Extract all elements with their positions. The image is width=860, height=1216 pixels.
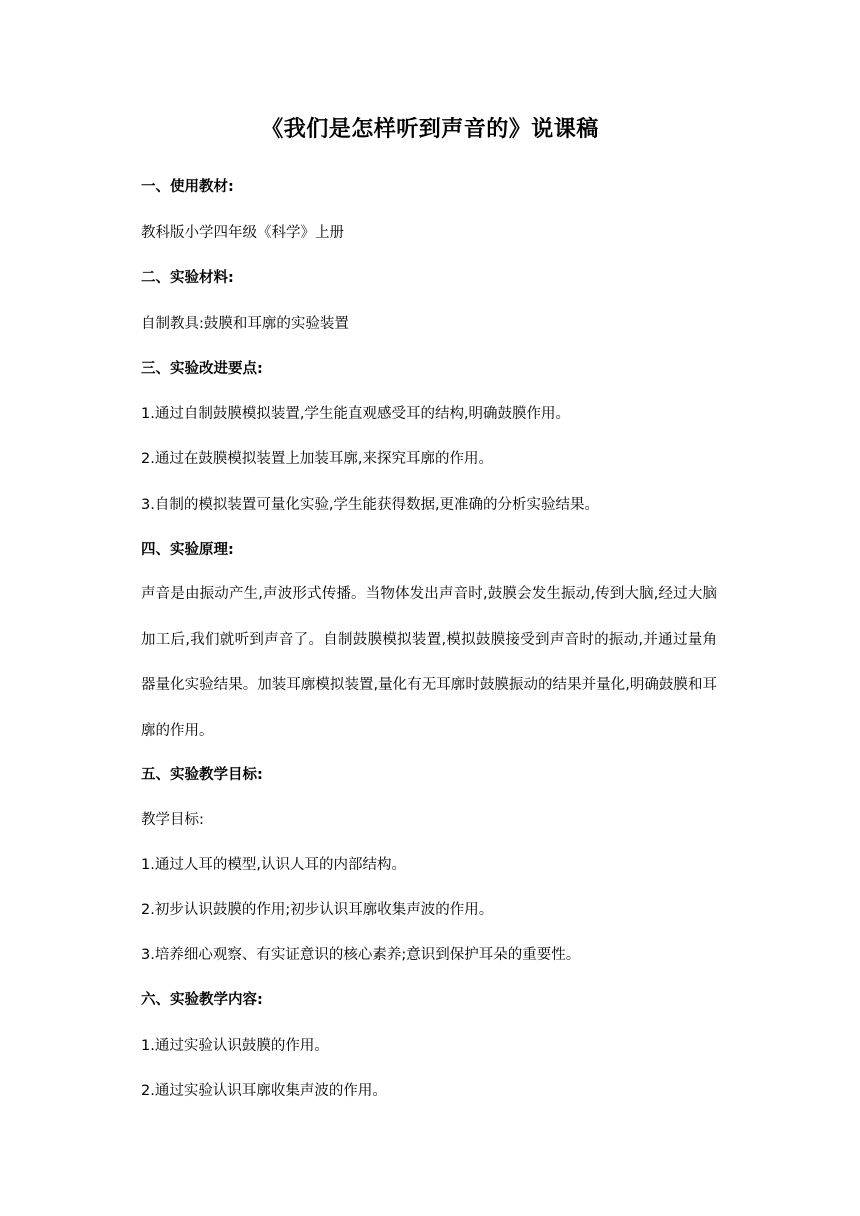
section-text: 教科版小学四年级《科学》上册 [141,225,344,241]
document-title: 《我们是怎样听到声音的》说课稿 [261,117,599,142]
list-item: 2.通过实验认识耳廓收集声波的作用。 [141,1083,387,1099]
section-heading-teaching-content: 六、实验教学内容: [141,992,263,1008]
list-item: 1.通过实验认识鼓膜的作用。 [141,1038,329,1054]
section-heading-improvement-points: 三、实验改进要点: [141,361,263,377]
section-text: 教学目标: [141,812,204,828]
principle-paragraph: 声音是由振动产生,声波形式传播。当物体发出声音时,鼓膜会发生振动,传到大脑,经过大脑加工后,我们就听到声音了。自制鼓膜模拟装置,模拟鼓膜接受到声音时的振动,并通过量角器量化实验结果。加装耳廓模拟装置,量化有无耳廓时鼓膜振动的结果并量化,明确鼓膜和耳廓的作用。 [141,586,717,739]
section-heading-teaching-goals: 五、实验教学目标: [141,767,263,783]
section-heading-materials-used: 一、使用教材: [141,179,234,195]
section-heading-experiment-materials: 二、实验材料: [141,270,234,286]
section-heading-principle: 四、实验原理: [141,542,234,558]
list-item: 1.通过自制鼓膜模拟装置,学生能直观感受耳的结构,明确鼓膜作用。 [141,406,571,422]
list-item: 2.初步认识鼓膜的作用;初步认识耳廓收集声波的作用。 [141,902,494,918]
list-item: 3.培养细心观察、有实证意识的核心素养;意识到保护耳朵的重要性。 [141,947,581,963]
list-item: 2.通过在鼓膜模拟装置上加装耳廓,来探究耳廓的作用。 [141,451,493,467]
list-item: 3.自制的模拟装置可量化实验,学生能获得数据,更准确的分析实验结果。 [141,497,600,513]
section-text: 自制教具:鼓膜和耳廓的实验装置 [141,316,349,332]
list-item: 1.通过人耳的模型,认识人耳的内部结构。 [141,857,406,873]
